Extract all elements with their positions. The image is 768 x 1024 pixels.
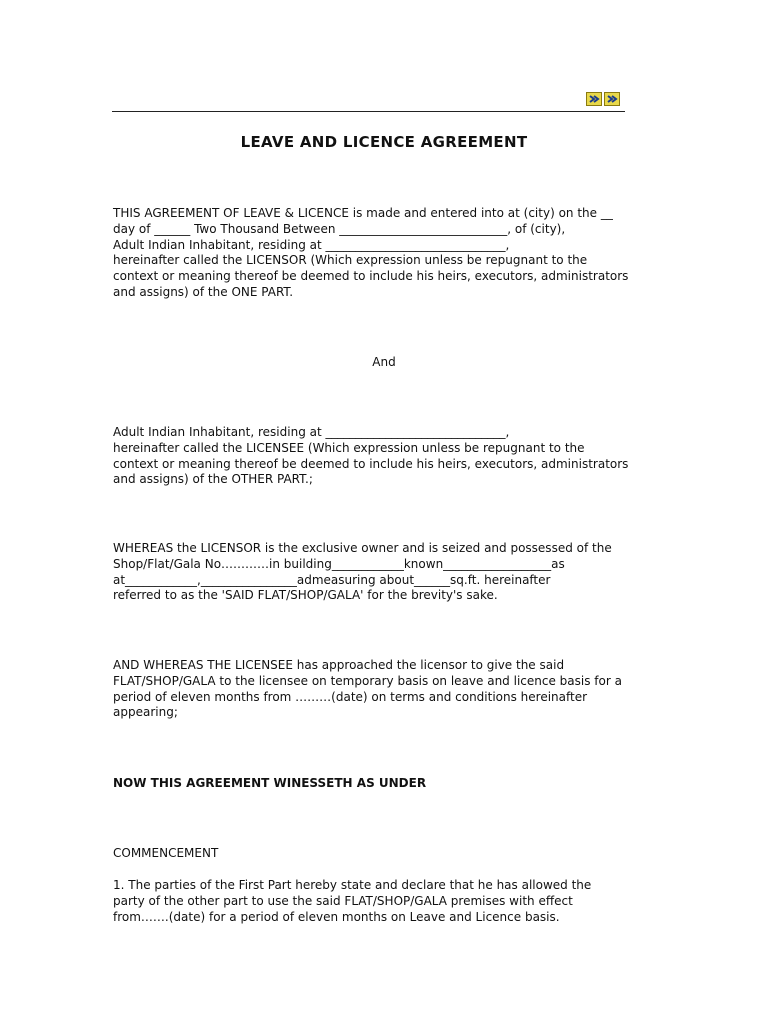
- document-title: LEAVE AND LICENCE AGREEMENT: [240, 133, 528, 151]
- text-line: hereinafter called the LICENSOR (Which expression unless be repugnant to the: [113, 253, 588, 268]
- text-line: at____________,________________admeasuring about______sq.ft. hereinafter: [113, 572, 551, 587]
- and-whereas-paragraph: [113, 658, 658, 721]
- text-line: Adult Indian Inhabitant, residing at ______________________________,: [113, 425, 510, 439]
- whereas-paragraph: [113, 541, 658, 604]
- page-navigation: [586, 92, 620, 106]
- text-line: Shop/Flat/Gala No…………in building____________known__________________as: [113, 556, 565, 571]
- text-line: Adult Indian Inhabitant, residing at ______________________________,: [113, 237, 510, 252]
- text-line: period of eleven months from ………(date) on terms and conditions hereinafter: [113, 689, 588, 704]
- clause-paragraph: [113, 878, 658, 925]
- section-title: COMMENCEMENT: [113, 846, 219, 860]
- text-line: party of the other part to use the said FLAT/SHOP/GALA premises with effect: [113, 893, 573, 908]
- text-line: AND WHEREAS THE LICENSEE has approached the licensor to give the said: [113, 658, 565, 672]
- page-next-icon[interactable]: [604, 92, 620, 106]
- text-line: day of ______ Two Thousand Between ____________________________, of (city),: [113, 221, 566, 236]
- page-prev-icon[interactable]: [586, 92, 602, 106]
- intro-paragraph: [113, 206, 658, 301]
- text-line: referred to as the 'SAID FLAT/SHOP/GALA' for the brevity's sake.: [113, 588, 498, 603]
- text-line: 1. The parties of the First Part hereby state and declare that he has allowed the: [113, 878, 592, 892]
- text-line: hereinafter called the LICENSEE (Which expression unless be repugnant to the: [113, 440, 585, 455]
- text-line: and assigns) of the ONE PART.: [113, 284, 294, 299]
- text-line: THIS AGREEMENT OF LEAVE & LICENCE is made and entered into at (city) on the __: [113, 206, 613, 220]
- text-line: appearing;: [113, 705, 178, 720]
- header-divider: [112, 111, 625, 112]
- text-line: context or meaning thereof be deemed to include his heirs, executors, administrators: [113, 456, 629, 471]
- text-line: and assigns) of the OTHER PART.;: [113, 472, 313, 487]
- and-separator: And: [372, 355, 396, 369]
- text-line: context or meaning thereof be deemed to include his heirs, executors, administrators: [113, 269, 629, 284]
- text-line: WHEREAS the LICENSOR is the exclusive owner and is seized and possessed of the: [113, 541, 612, 555]
- licensee-paragraph: [113, 425, 658, 488]
- text-line: from…….(date) for a period of eleven months on Leave and Licence basis.: [113, 909, 560, 924]
- agreement-heading: NOW THIS AGREEMENT WINESSETH AS UNDER: [113, 776, 427, 790]
- text-line: FLAT/SHOP/GALA to the licensee on temporary basis on leave and licence basis for a: [113, 673, 622, 688]
